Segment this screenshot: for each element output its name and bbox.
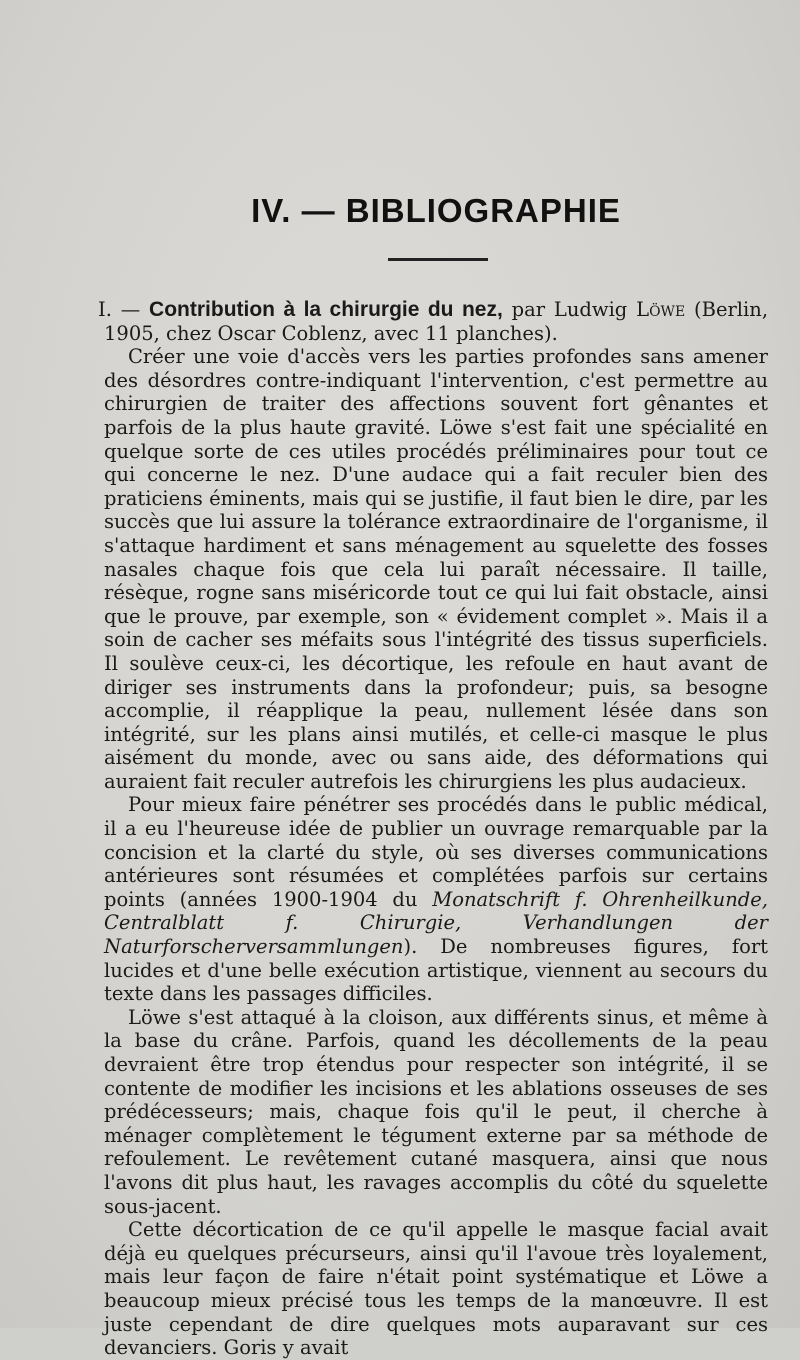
entry-header — [98, 298, 769, 345]
bibliography-entry — [98, 298, 769, 1360]
paragraph-4: Cette décortication de ce qu'il appelle le masque facial avait déjà eu quelques précurseurs, ainsi qu'il l'avoue très loyalement, mais leur façon de faire n'était point systématique et Löwe a beaucoup mieux précisé tous les temps de la manœuvre. Il est juste cependant de dire quelques mots auparavant sur ces devanciers. Goris y avait — [104, 1218, 768, 1360]
paragraph-1: Créer une voie d'accès vers les parties profondes sans amener des désordres contre-indiquant l'intervention, c'est permettre au chirurgien de traiter des affections souvent fort gênantes et parfois de la plus haute gravité. Löwe s'est fait une spécialité en quelque sorte de ces utiles procédés préliminaires pour tout ce qui concerne le nez. D'une audace qui a fait reculer bien des praticiens éminents, mais qui se justifie, il faut bien le dire, par les succès que lui assure la tolérance extraordinaire de l'organisme, il s'attaque hardiment et sans ménagement au squelette des fosses nasales chaque fois que cela lui paraît nécessaire. Il taille, résèque, rogne sans miséricorde tout ce qui lui fait obstacle, ainsi que le prouve, par exemple, son « évidement complet ». Mais il a soin de cacher ses méfaits sous l'intégrité des tissus superficiels. Il soulève ceux-ci, les décortique, les refoule en haut avant de diriger ses instruments dans la profondeur; puis, sa besogne accomplie, il réapplique la peau, nullement lésée dans son intégrité, sur les plans ainsi mutilés, et celle-ci masque le plus aisément du monde, avec ou sans aide, des déformations qui auraient fait reculer autrefois les chirurgiens les plus audacieux. — [104, 345, 768, 793]
paragraph-2-text-b: ). De nombreuses figures, fort lucides et d'une belle exécution artistique, viennent au secours du texte dans les passages difficiles. — [104, 935, 768, 1006]
entry-publication: (Berlin, 1905, chez Oscar Coblenz, avec 11 planches). — [104, 298, 769, 345]
heading-rule — [388, 258, 488, 261]
journal-titles: Monatschrift f. Ohrenheilkunde, Centralblatt f. Chirurgie, Verhandlungen der Naturforscherversammlungen — [104, 887, 768, 959]
entry-number: I. — — [98, 298, 141, 321]
entry-author-prefix: par Ludwig — [511, 298, 628, 321]
paragraph-3: Löwe s'est attaqué à la cloison, aux différents sinus, et même à la base du crâne. Parfois, quand les décollements de la peau devraient être trop étendus pour respecter son intégrité, il se contente de modifier les incisions et les ablations osseuses de ses prédécesseurs; mais, chaque fois qu'il le peut, il cherche à ménager complètement le tégument externe par sa méthode de refoulement. Le revêtement cutané masquera, ainsi que nous l'avons dit plus haut, les ravages accomplis du côté du squelette sous-jacent. — [104, 1005, 768, 1218]
paragraph-2 — [104, 793, 768, 1005]
entry-title: Contribution à la chirurgie du nez, — [149, 298, 503, 321]
section-heading: IV. — BIBLIOGRAPHIE — [251, 192, 621, 229]
paragraph-2-text-a: Pour mieux faire pénétrer ses procédés dans le public médical, il a eu l'heureuse idée de publier un ouvrage remarquable par la concision et la clarté du style, où ses diverses communications antérieures sont résumées et complétées parfois sur certains points (années 1900-1904 du — [104, 793, 768, 911]
entry-author-name: Löwe — [636, 298, 686, 321]
